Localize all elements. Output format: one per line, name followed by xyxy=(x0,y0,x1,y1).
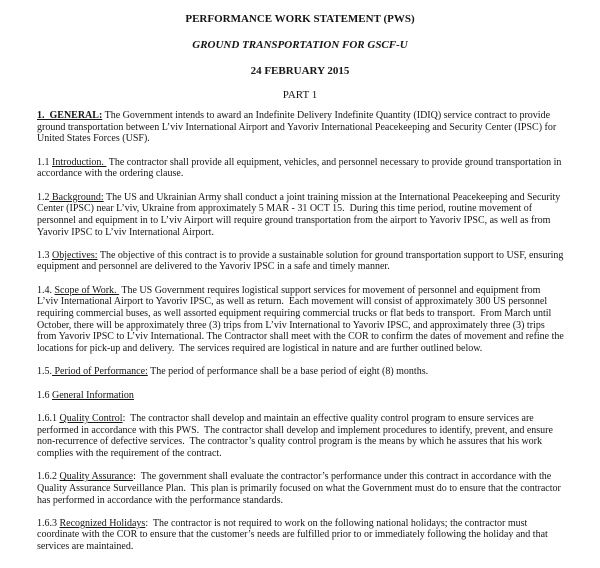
section-1-6-number: 1.6 xyxy=(37,389,52,401)
section-1-6-1-colon: : xyxy=(122,412,126,424)
section-1-5-heading: Period of Performance: xyxy=(52,366,148,378)
section-1-6-1-text: The contractor shall develop and maintain an effective quality control program to ensure services are performed in accordance with this PWS. The contractor shall develop and implement procedures to identify, prevent, and ensure non-recurrence of defective services. The contractor’s quality control program is the means by which he assures that his work complies with the requirement of the contract. xyxy=(37,412,556,459)
document-date: 24 FEBRUARY 2015 xyxy=(250,65,350,77)
section-1-6-3-heading: Recognized Holidays xyxy=(59,517,146,529)
section-1-2-background xyxy=(37,192,564,239)
section-1-6-1-quality-control xyxy=(37,413,564,460)
section-1-5-period-of-performance xyxy=(37,366,564,378)
section-1-6-1-heading: Quality Control xyxy=(59,412,123,424)
document-body xyxy=(37,110,567,553)
section-1-1-number: 1.1 xyxy=(37,156,52,168)
section-1-3-objectives xyxy=(37,250,564,273)
section-1-6-2-text: The government shall evaluate the contractor’s performance under this contract in accordance with the Quality Assurance Surveillance Plan. This plan is primarily focused on what the Government must do to ensure that the contractor has performed in accordance with the performance standards. xyxy=(37,471,564,506)
section-general xyxy=(37,110,564,145)
section-1-3-text: The objective of this contract is to provide a sustainable solution for ground transportation support to USF, ensuring equipment and personnel are delivered to the Yavoriv IPSC in a safe and timely manner. xyxy=(37,249,566,273)
section-general-heading: 1. GENERAL: xyxy=(37,110,103,121)
section-1-6-heading: General Information xyxy=(52,389,134,401)
section-1-3-number: 1.3 xyxy=(37,249,52,261)
section-general-text: The Government intends to award an Indefinite Delivery Indefinite Quantity (IDIQ) service contract to provide ground transportation between L’viv International Airport and Yavoriv International Peacekeeping and Security Center (IPSC) for United States Forces (USF). xyxy=(37,110,559,145)
document-part-label: PART 1 xyxy=(282,89,318,101)
section-1-5-number: 1.5. xyxy=(37,366,52,378)
section-1-6-1-number: 1.6.1 xyxy=(37,412,60,424)
section-1-1-introduction xyxy=(37,157,564,180)
section-1-2-number: 1.2 xyxy=(37,191,50,203)
section-1-3-heading: Objectives: xyxy=(52,249,98,261)
section-1-4-text: The US Government requires logistical support services for movement of personnel and equipment from L’viv International Airport to Yavoriv IPSC, as well as return. Each movement will consist of approximately 300 US personnel requiring commercial buses, as well assorted equipment requiring commercial trucks or flat beds to transport. From March until October, there will be approximately three (3) trips from L’viv International to Yavoriv IPSC, and approximately three (3) trips from Yavoriv IPSC to L’viv International. The Contractor shall meet with the COR to confirm the dates of movement and refine the locations for pick-up and delivery. The services required are logistical in nature and are further outlined below. xyxy=(37,284,567,355)
section-1-1-heading: Introduction. xyxy=(52,156,107,168)
document-subtitle: GROUND TRANSPORTATION FOR GSCF-U xyxy=(192,39,408,51)
document-title: PERFORMANCE WORK STATEMENT (PWS) xyxy=(185,13,415,25)
section-1-6-2-heading: Quality Assurance xyxy=(59,471,134,483)
document-header xyxy=(0,0,600,101)
section-1-6-2-quality-assurance xyxy=(37,471,564,506)
section-1-4-heading: Scope of Work. xyxy=(54,284,120,296)
section-1-6-3-number: 1.6.3 xyxy=(37,517,60,529)
section-1-6-3-recognized-holidays xyxy=(37,518,564,553)
section-1-1-text: The contractor shall provide all equipment, vehicles, and personnel necessary to provide ground transportation in accordance with the ordering clause. xyxy=(37,156,564,180)
section-1-4-number: 1.4. xyxy=(37,284,55,296)
section-1-2-text: The US and Ukrainian Army shall conduct a joint training mission at the International Peacekeeping and Security Center (IPSC) near L’viv, Ukraine from approximately 5 MAR - 31 OCT 15. During this time period, routine movement of personnel and equipment in to L’viv Airport will require ground transportation from the airport to Yavoriv IPSC, as well as from Yavoriv IPSC to L’viv International Airport. xyxy=(37,191,563,238)
section-1-6-2-number: 1.6.2 xyxy=(37,471,60,483)
section-1-6-3-text: The contractor is not required to work on the following national holidays; the contractor must coordinate with the COR to ensure that the customer’s needs are fulfilled prior to or immediately following the holiday and that services are maintained. xyxy=(37,517,551,553)
section-1-6-2-colon: : xyxy=(133,471,136,483)
section-1-5-text: The period of performance shall be a base period of eight (8) months. xyxy=(147,366,429,378)
section-1-6-3-colon: : xyxy=(145,517,149,529)
section-1-2-heading: Background: xyxy=(49,191,104,203)
section-1-6-general-information xyxy=(37,390,564,402)
section-1-4-scope-of-work xyxy=(37,284,567,355)
